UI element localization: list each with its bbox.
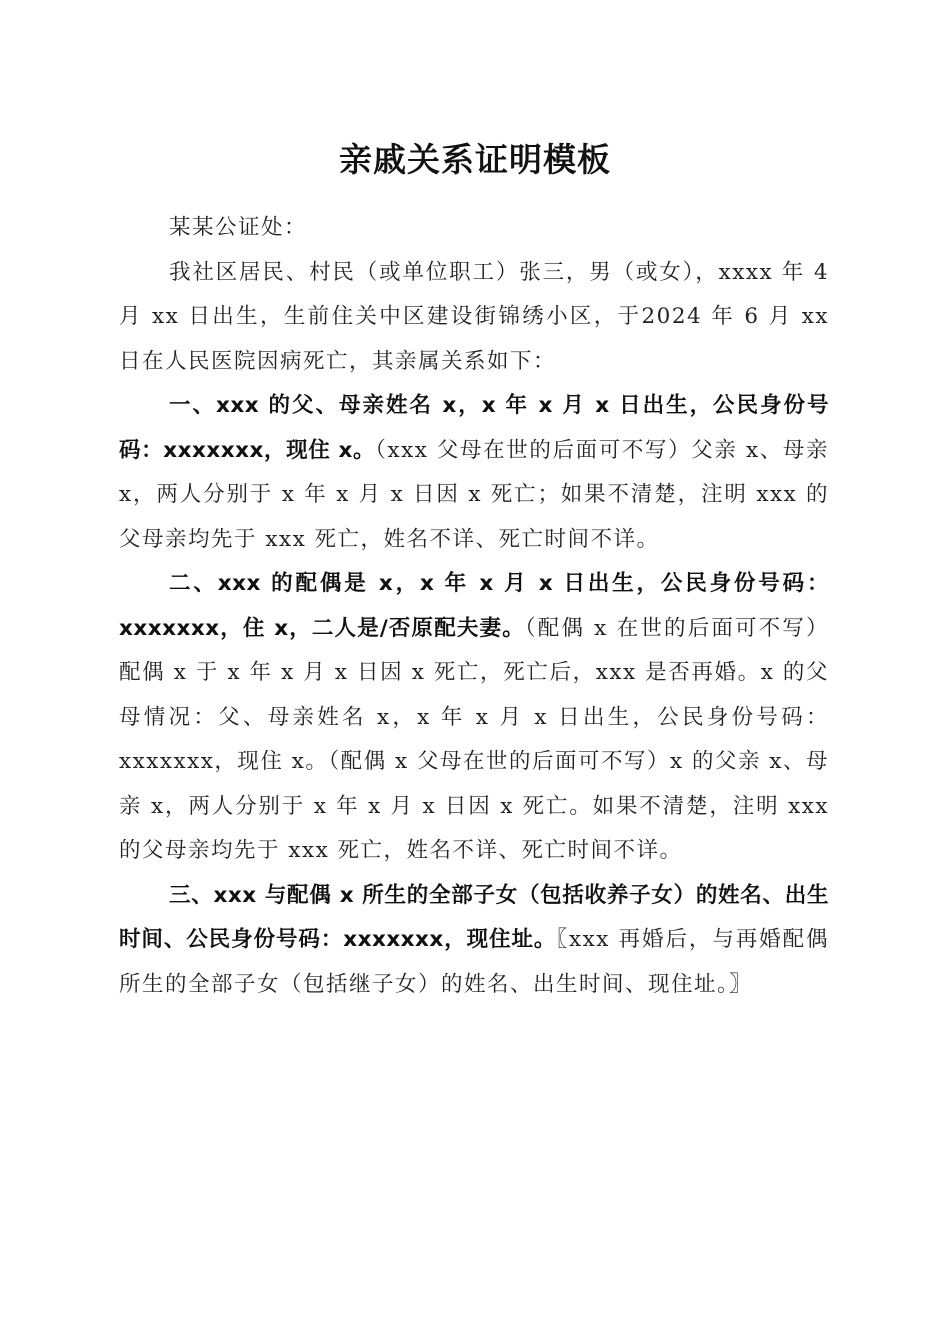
document-title: 亲戚关系证明模板 [339,140,611,179]
section-1-paragraph [119,384,829,562]
section-2-paragraph [119,562,829,874]
salutation: 某某公证处： [169,215,308,240]
section-3-text: 〖xxx 再婚后，与再婚配偶所生的全部子女（包括继子女）的姓名、出生时间、现住址。〗 [119,927,830,997]
section-3-heading: 三、xxx 与配偶 x 所生的全部子女（包括收养子女）的姓名、出生时间、公民身份号码：xxxxxxx，现住址。 [119,882,829,952]
section-3-paragraph [119,874,829,1008]
section-1-text: （xxx 父母在世的后面可不写）父亲 x、母亲 x，两人分别于 x 年 x 月 x 日因 x 死亡；如果不清楚，注明 xxx 的父母亲均先于 xxx 死亡，姓名不详、死亡时间不详。 [119,437,830,552]
document-body [119,206,829,1007]
section-2-text: （配偶 x 在世的后面可不写）配偶 x 于 x 年 x 月 x 日因 x 死亡，死亡后，xxx 是否再婚。x 的父母情况：父、母亲姓名 x，x 年 x 月 x 日出生，公民身份号码：xxxxxxx，现住 x。（配偶 x 父母在世的后面可不写）x 的父亲 x、母亲 x，两人分别于 x 年 x 月 x 日因 x 死亡。如果不清楚，注明 xxx 的父母亲均先于 xxx 死亡，姓名不详、死亡时间不详。 [119,615,829,863]
section-1-heading: 一、xxx 的父、母亲姓名 x，x 年 x 月 x 日出生，公民身份号码：xxxxxxx，现住 x。 [119,393,829,463]
section-2-heading: 二、xxx 的配偶是 x，x 年 x 月 x 日出生，公民身份号码：xxxxxxx，住 x，二人是/否原配夫妻。 [119,571,829,641]
intro-paragraph: 我社区居民、村民（或单位职工）张三，男（或女），xxxx 年 4 月 xx 日出生，生前住关中区建设街锦绣小区，于2024 年 6 月 xx 日在人民医院因病死亡，其亲属关系如下： [119,259,829,374]
